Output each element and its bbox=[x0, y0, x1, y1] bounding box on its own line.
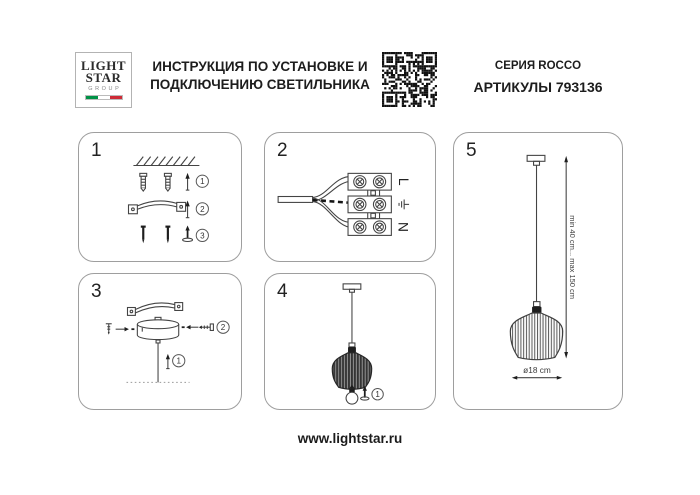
title-line-1: ИНСТРУКЦИЯ ПО УСТАНОВКЕ И bbox=[152, 59, 368, 74]
step-badge bbox=[196, 203, 208, 215]
lamp-shade-icon bbox=[510, 313, 562, 360]
ceiling-hatch-icon bbox=[133, 157, 199, 166]
panel-number: 4 bbox=[277, 281, 288, 302]
hardware-diagram bbox=[79, 133, 241, 261]
height-dimension bbox=[564, 156, 568, 359]
screw-washer-icon bbox=[183, 226, 193, 242]
step-badge bbox=[196, 229, 208, 241]
screw-icon bbox=[141, 226, 146, 244]
terminal-strip-hole bbox=[371, 213, 376, 218]
article-number: АРТИКУЛЫ 793136 bbox=[473, 79, 603, 95]
title-line-2: ПОДКЛЮЧЕНИЮ СВЕТИЛЬНИКА bbox=[150, 76, 370, 92]
step-badge bbox=[173, 355, 185, 367]
svg-text:1: 1 bbox=[375, 390, 380, 400]
side-screw-icon bbox=[199, 324, 213, 331]
terminal-block bbox=[348, 196, 391, 213]
step-badge bbox=[217, 321, 229, 333]
step-panel-5-dimensions bbox=[453, 132, 623, 410]
canopy-icon bbox=[137, 317, 178, 343]
svg-text:3: 3 bbox=[200, 231, 205, 241]
page-title bbox=[140, 58, 380, 93]
mounting-bracket-icon bbox=[128, 201, 185, 214]
series-block bbox=[453, 60, 623, 95]
step-panel-1-hardware bbox=[78, 132, 242, 262]
screw-icon bbox=[165, 226, 170, 244]
wire-live bbox=[313, 176, 352, 201]
logo-group: GROUP bbox=[88, 86, 122, 92]
panel-number: 5 bbox=[466, 140, 477, 161]
socket-icon bbox=[348, 343, 356, 353]
italian-flag-icon bbox=[85, 95, 123, 100]
mounting-bracket-icon bbox=[127, 303, 182, 316]
svg-text:2: 2 bbox=[200, 204, 205, 214]
canopy-diagram bbox=[79, 274, 241, 409]
ceiling-plate-icon bbox=[527, 155, 545, 165]
wall-plug-icon bbox=[140, 173, 147, 191]
terminal-block bbox=[348, 173, 391, 190]
svg-text:1: 1 bbox=[200, 177, 205, 187]
lamp-shade-icon bbox=[332, 353, 371, 389]
diameter-dimension-label: ø18 cm bbox=[523, 364, 551, 375]
diameter-dimension bbox=[512, 376, 562, 380]
ground-symbol-icon bbox=[399, 199, 409, 209]
cable-icon bbox=[278, 197, 312, 203]
socket-icon bbox=[532, 302, 541, 313]
arrow-left-icon bbox=[182, 325, 199, 329]
terminal-label-neutral: N bbox=[395, 222, 411, 233]
logo-star: STAR bbox=[85, 70, 122, 85]
website-url: www.lightstar.ru bbox=[297, 431, 403, 446]
terminal-label-live: L bbox=[395, 177, 411, 186]
logo-light: LIGHT bbox=[80, 58, 127, 73]
panel-number: 1 bbox=[91, 140, 102, 161]
side-screw-icon bbox=[106, 324, 112, 335]
step-badge bbox=[196, 175, 208, 187]
arrow-up-icon bbox=[166, 354, 170, 369]
step-panel-3-canopy bbox=[78, 273, 242, 410]
arrow-up-icon bbox=[185, 173, 189, 190]
lightstar-logo bbox=[75, 52, 132, 108]
height-dimension-label: min 40 cm... max 150 cm bbox=[568, 215, 578, 300]
wall-plug-icon bbox=[164, 173, 171, 191]
terminal-block bbox=[348, 219, 391, 236]
dimension-diagram bbox=[454, 133, 622, 409]
wiring-diagram bbox=[265, 133, 435, 261]
panel-number: 3 bbox=[91, 281, 102, 302]
panel-number: 2 bbox=[277, 140, 288, 161]
step-panel-4-bulb bbox=[264, 273, 436, 410]
lamp-diagram bbox=[265, 274, 435, 409]
series-label: СЕРИЯ ROCCO bbox=[494, 60, 582, 72]
step-badge bbox=[372, 389, 383, 400]
qr-code bbox=[382, 52, 437, 107]
svg-text:1: 1 bbox=[176, 356, 181, 366]
step-panel-2-wiring bbox=[264, 132, 436, 262]
ceiling-plate-icon bbox=[343, 284, 361, 292]
arrow-right-icon bbox=[116, 327, 135, 331]
svg-text:2: 2 bbox=[220, 323, 226, 333]
